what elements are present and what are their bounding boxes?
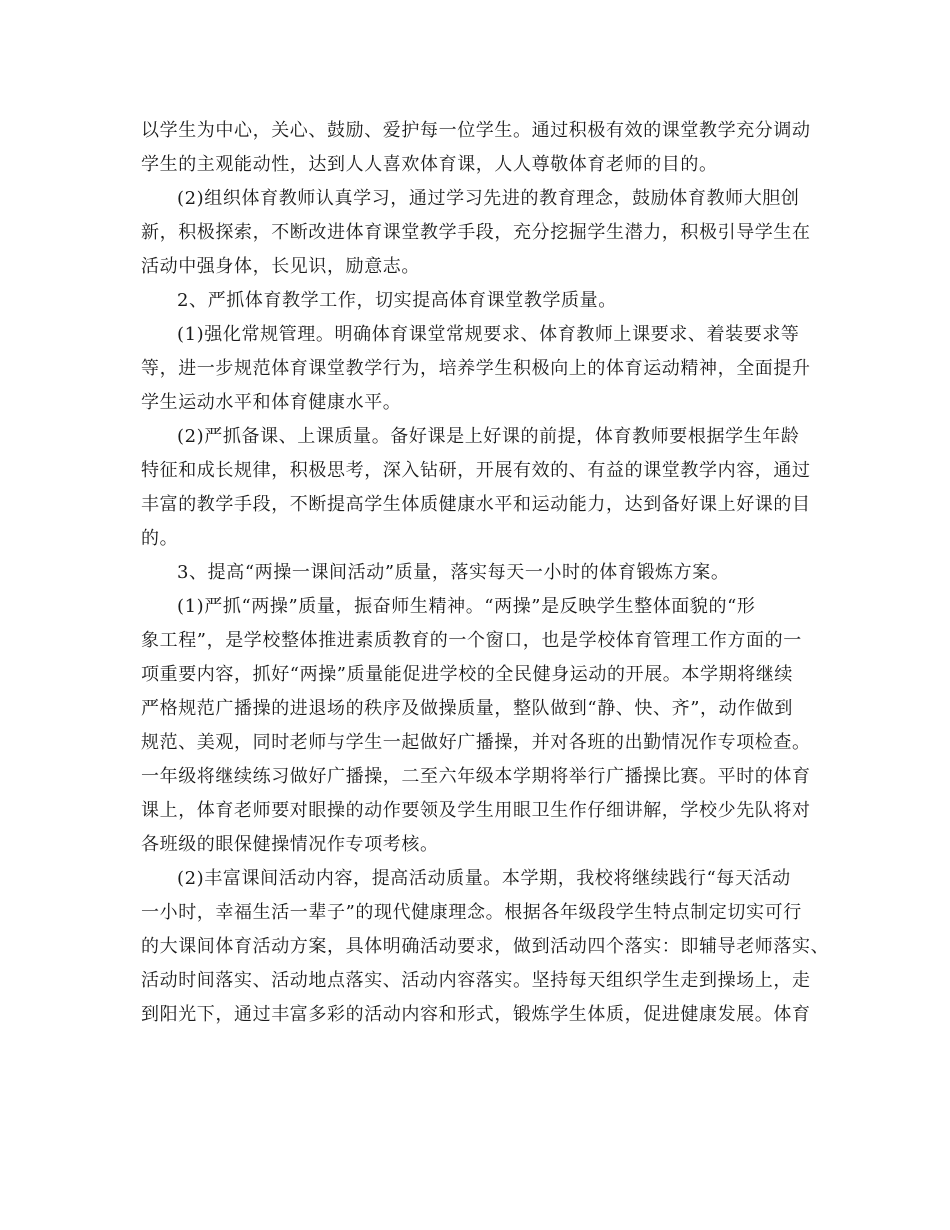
text-line: 一小时，幸福生活一辈子”的现代健康理念。根据各年级段学生特点制定切实可行 [141,902,802,923]
text-line: 规范、美观，同时老师与学生一起做好广播操，并对各班的出勤情况作专项检查。 [141,732,811,753]
text-line: 象工程”，是学校整体推进素质教育的一个窗口，也是学校体育管理工作方面的一 [141,630,802,651]
paragraph-start-line: (1)严抓“两操”质量，振奋师生精神。“两操”是反映学生整体面貌的“形 [177,596,756,617]
text-line: 以学生为中心，关心、鼓励、爱护每一位学生。通过积极有效的课堂教学充分调动 [141,120,811,141]
text-line: 项重要内容，抓好“两操”质量能促进学校的全民健身运动的开展。本学期将继续 [141,664,794,685]
text-line: 学生运动水平和体育健康水平。 [141,392,402,413]
paragraph-start-line: (1)强化常规管理。明确体育课堂常规要求、体育教师上课要求、着装要求等 [177,324,800,345]
paragraph-start-line: (2)丰富课间活动内容，提高活动质量。本学期，我校将继续践行“每天活动 [177,868,791,889]
text-line: 等，进一步规范体育课堂教学行为，培养学生积极向上的体育运动精神，全面提升 [141,358,811,379]
text-line: 活动时间落实、活动地点落实、活动内容落实。坚持每天组织学生走到操场上，走 [141,970,811,991]
text-line: 活动中强身体，长见识，励意志。 [141,256,420,277]
section-heading-line: 3、提高“两操一课间活动”质量，落实每天一小时的体育锻炼方案。 [177,562,730,583]
text-line: 特征和成长规律，积极思考，深入钻研，开展有效的、有益的课堂教学内容，通过 [141,460,811,481]
paragraph-start-line: (2)严抓备课、上课质量。备好课是上好课的前提，体育教师要根据学生年龄 [177,426,800,447]
body-text [141,114,830,1032]
text-line: 丰富的教学手段，不断提高学生体质健康水平和运动能力，达到备好课上好课的目 [141,494,811,515]
paragraph-start-line: (2)组织体育教师认真学习，通过学习先进的教育理念，鼓励体育教师大胆创 [177,188,800,209]
text-line: 严格规范广播操的进退场的秩序及做操质量，整队做到“静、快、齐”，动作做到 [141,698,794,719]
section-heading-line: 2、严抓体育教学工作，切实提高体育课堂教学质量。 [177,290,617,311]
text-line: 课上，体育老师要对眼操的动作要领及学生用眼卫生作仔细讲解，学校少先队将对 [141,800,811,821]
text-line: 新，积极探索，不断改进体育课堂教学手段，充分挖掘学生潜力，积极引导学生在 [141,222,811,243]
text-line: 一年级将继续练习做好广播操，二至六年级本学期将举行广播操比赛。平时的体育 [141,766,811,787]
text-line: 到阳光下，通过丰富多彩的活动内容和形式，锻炼学生体质，促进健康发展。体育 [141,1004,811,1025]
text-line: 各班级的眼保健操情况作专项考核。 [141,834,439,855]
text-line: 的。 [141,528,179,549]
text-line: 的大课间体育活动方案，具体明确活动要求，做到活动四个落实：即辅导老师落实、 [141,936,830,957]
text-line: 学生的主观能动性，达到人人喜欢体育课，人人尊敬体育老师的目的。 [141,154,718,175]
